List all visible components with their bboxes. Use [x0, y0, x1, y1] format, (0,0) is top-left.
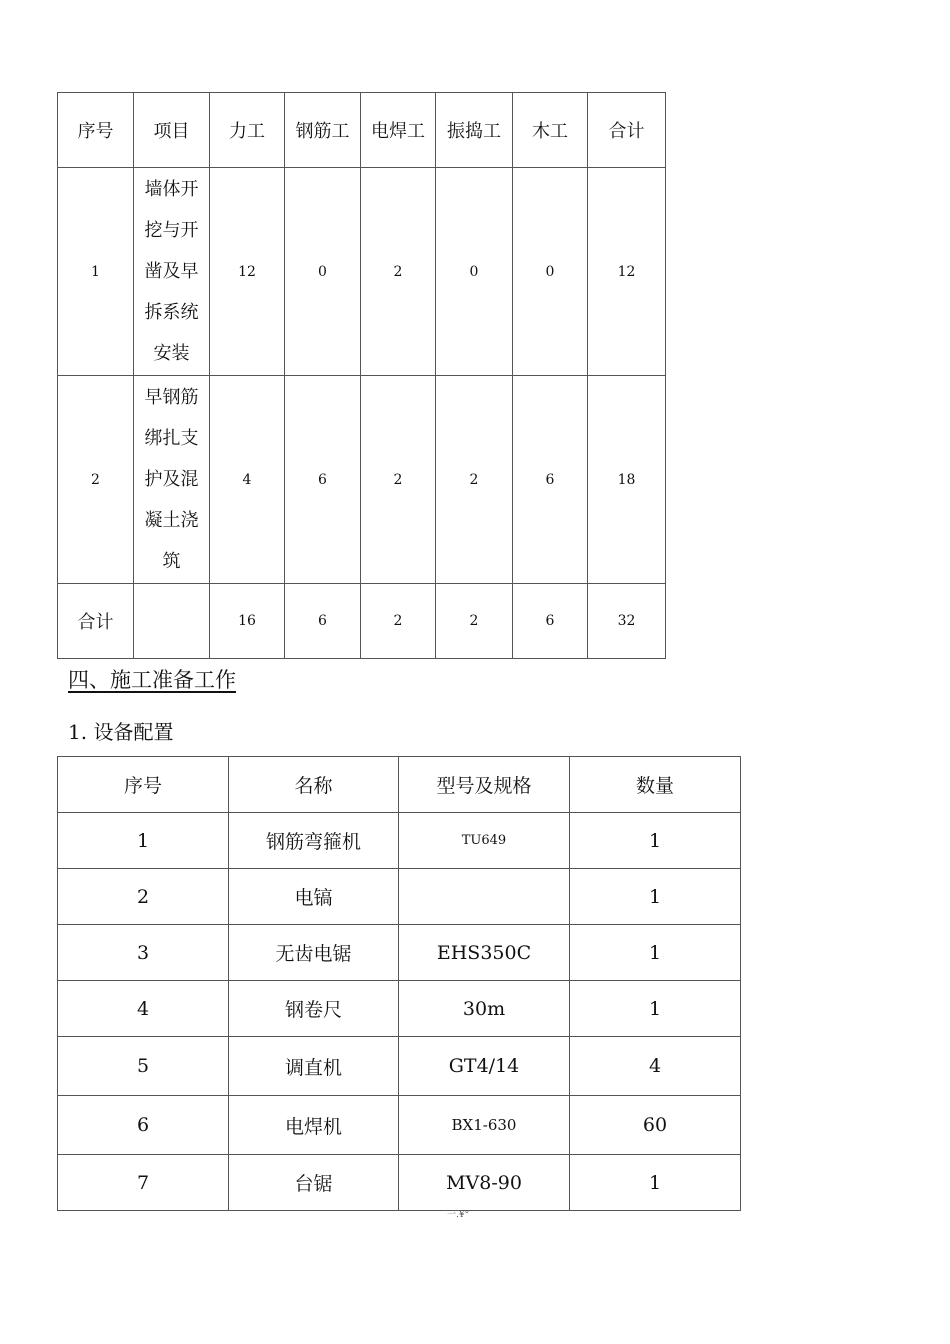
value-cell: 2 [361, 168, 436, 376]
item-line: 挖与开 [144, 220, 199, 241]
total-value: 6 [285, 584, 361, 659]
item-line: 拆系统 [144, 302, 199, 323]
item-line: 早钢筋 [144, 387, 199, 408]
section-heading: 四、施工准备工作 [68, 668, 236, 692]
row-number: 3 [58, 925, 229, 981]
labor-table [57, 92, 666, 659]
value-cell: 4 [210, 376, 285, 584]
total-label: 合计 [58, 584, 134, 659]
header-cell: 项目 [134, 93, 210, 168]
value-cell: 6 [285, 376, 361, 584]
equipment-quantity: 1 [570, 1155, 741, 1211]
value-cell: 18 [588, 376, 666, 584]
total-row [58, 584, 666, 659]
equipment-table [57, 756, 741, 1211]
equipment-quantity: 1 [570, 925, 741, 981]
header-cell: 序号 [58, 93, 134, 168]
header-cell: 合计 [588, 93, 666, 168]
value-cell: 0 [285, 168, 361, 376]
item-cell [134, 376, 210, 584]
item-line: 安装 [153, 343, 190, 364]
item-line: 墙体开 [144, 179, 199, 200]
value-cell: 2 [361, 376, 436, 584]
value-cell: 6 [513, 376, 588, 584]
equipment-name: 台锯 [229, 1155, 399, 1211]
header-cell: 型号及规格 [399, 757, 570, 813]
equipment-model: EHS350C [399, 925, 570, 981]
equipment-name: 电镐 [229, 869, 399, 925]
row-number: 6 [58, 1096, 229, 1155]
header-cell: 钢筋工 [285, 93, 361, 168]
total-value: 16 [210, 584, 285, 659]
equipment-model: TU649 [399, 813, 570, 869]
row-number: 4 [58, 981, 229, 1037]
equipment-name: 无齿电锯 [229, 925, 399, 981]
equipment-model: BX1-630 [399, 1096, 570, 1155]
equipment-model: GT4/14 [399, 1037, 570, 1096]
equipment-model [399, 869, 570, 925]
equipment-quantity: 60 [570, 1096, 741, 1155]
row-number: 2 [58, 869, 229, 925]
table-row [58, 1096, 741, 1155]
equipment-model: MV8-90 [399, 1155, 570, 1211]
table-row [58, 869, 741, 925]
table-row [58, 813, 741, 869]
equipment-name: 钢卷尺 [229, 981, 399, 1037]
value-cell: 12 [588, 168, 666, 376]
total-value: 32 [588, 584, 666, 659]
header-cell: 数量 [570, 757, 741, 813]
header-cell: 序号 [58, 757, 229, 813]
header-cell: 力工 [210, 93, 285, 168]
value-cell: 0 [436, 168, 513, 376]
row-number: 2 [58, 376, 134, 584]
equipment-model: 30m [399, 981, 570, 1037]
header-cell: 电焊工 [361, 93, 436, 168]
value-cell: 0 [513, 168, 588, 376]
equipment-quantity: 1 [570, 869, 741, 925]
table-row [58, 981, 741, 1037]
item-line: 护及混 [144, 469, 199, 490]
value-cell: 2 [436, 376, 513, 584]
row-number: 1 [58, 813, 229, 869]
item-line: 凿及早 [144, 261, 199, 282]
table-row [58, 925, 741, 981]
equipment-quantity: 1 [570, 981, 741, 1037]
total-value: 2 [361, 584, 436, 659]
item-line: 筑 [162, 551, 181, 572]
equipment-quantity: 1 [570, 813, 741, 869]
total-value: 6 [513, 584, 588, 659]
item-cell [134, 168, 210, 376]
header-cell: 木工 [513, 93, 588, 168]
page-footer-mark: 一.¥° [447, 1210, 470, 1220]
row-number: 7 [58, 1155, 229, 1211]
equipment-name: 电焊机 [229, 1096, 399, 1155]
sub-heading: 1. 设备配置 [68, 720, 174, 744]
row-number: 1 [58, 168, 134, 376]
item-line: 凝土浇 [144, 510, 199, 531]
labor-header-row [58, 93, 666, 168]
equipment-header-row [58, 757, 741, 813]
table-row [58, 1037, 741, 1096]
row-number: 5 [58, 1037, 229, 1096]
item-line: 绑扎支 [144, 428, 199, 449]
table-row [58, 1155, 741, 1211]
equipment-name: 调直机 [229, 1037, 399, 1096]
equipment-quantity: 4 [570, 1037, 741, 1096]
value-cell: 12 [210, 168, 285, 376]
total-item-cell [134, 584, 210, 659]
total-value: 2 [436, 584, 513, 659]
table-row [58, 168, 666, 376]
header-cell: 振捣工 [436, 93, 513, 168]
header-cell: 名称 [229, 757, 399, 813]
table-row [58, 376, 666, 584]
equipment-name: 钢筋弯箍机 [229, 813, 399, 869]
